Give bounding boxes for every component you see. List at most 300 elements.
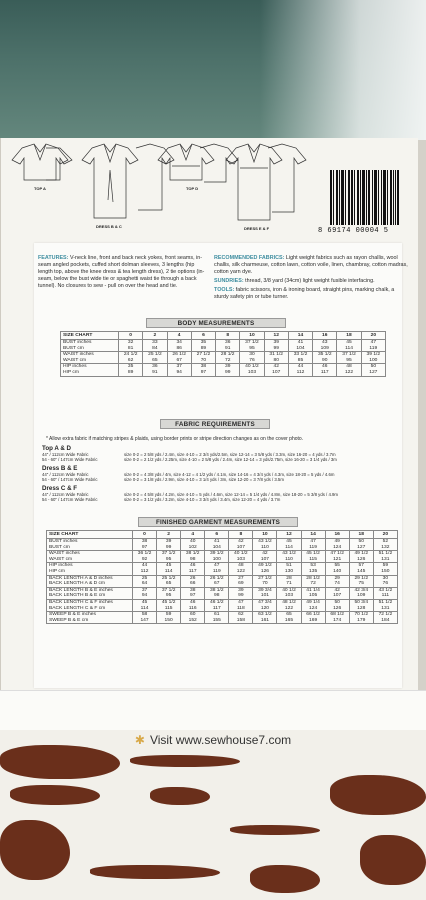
body-cell [119, 340, 143, 352]
body-cell [337, 340, 361, 352]
finished-cell [301, 575, 325, 587]
cell-cm: 71 [286, 581, 292, 587]
cell-cm: 85 [297, 357, 304, 363]
cell-inches: 35 1/2 [317, 352, 332, 358]
finished-size-header: 18 [349, 531, 373, 539]
cell-inches: 24 1/2 [123, 352, 138, 358]
cell-cm: 109 [320, 345, 329, 351]
cell-inches: 59 [165, 612, 172, 618]
row-label-cm: BUST cm [49, 544, 70, 550]
cell-inches: 58 [141, 612, 148, 618]
cell-cm: 119 [212, 568, 221, 574]
cell-cm: 158 [236, 617, 245, 623]
fabric-group-name: Dress B & E [42, 465, 78, 472]
cell-cm: 115 [164, 605, 173, 611]
body-size-header: 0 [119, 332, 143, 340]
cell-cm: 81 [127, 345, 134, 351]
finished-cell [133, 587, 157, 599]
finished-cell [205, 587, 229, 599]
body-cell [143, 352, 167, 364]
cell-inches: 47 [238, 599, 244, 605]
fabric-yardage: size 0-2 = 2 1/2 yds / 2.25m, size 4-10 = 2 5/8 yds / 2.4m, size 12-14 = 3 yds/2.75m, size 16-20 = 3 1/4 yds / 3m [124, 457, 337, 462]
cell-inches: 45 1/2 [306, 551, 320, 557]
row-label-inches: WAIST inches [49, 551, 80, 557]
cell-inches: 51 [286, 563, 292, 569]
finished-cell [205, 599, 229, 611]
finished-measurement-row [47, 587, 398, 599]
row-label-cm: WAIST cm [63, 357, 87, 363]
cell-cm: 145 [357, 568, 366, 574]
finished-row-label [47, 551, 133, 563]
cell-inches: 70 1/2 [354, 612, 369, 618]
cell-inches: 35 [127, 364, 134, 370]
finished-size-header: 10 [253, 531, 277, 539]
body-cell [216, 364, 240, 376]
finished-cell [325, 612, 349, 624]
body-cell [264, 352, 288, 364]
finished-size-header: 6 [205, 531, 229, 539]
finished-measurement-row [47, 563, 398, 575]
cell-inches: 46 [189, 599, 196, 605]
cell-cm: 161 [260, 617, 270, 623]
finished-cell [157, 599, 181, 611]
fabric-group [42, 465, 335, 482]
cell-cm: 116 [188, 605, 197, 611]
finished-cell [373, 599, 397, 611]
body-cell [288, 340, 312, 352]
finished-cell [253, 539, 277, 551]
body-cell [191, 340, 215, 352]
cell-inches: 39 [273, 340, 279, 345]
cell-cm: 126 [260, 568, 270, 574]
finished-cell [229, 539, 253, 551]
finished-cell [205, 539, 229, 551]
cell-inches: 30 [249, 352, 255, 358]
finished-cell [253, 575, 277, 587]
body-size-header: 10 [240, 332, 264, 340]
fabric-width: 54 - 60" / 147cm Wide Fabric [42, 457, 98, 462]
cell-cm: 69 [238, 581, 244, 587]
row-label-cm: HIP cm [49, 568, 65, 574]
cell-inches: 34 [176, 340, 182, 345]
cell-inches: 47 3/4 [258, 599, 272, 605]
cell-cm: 131 [381, 556, 390, 562]
finished-row-label [47, 575, 133, 587]
body-cell [143, 364, 167, 376]
cell-inches: 37 1/2 [245, 340, 259, 345]
cell-cm: 147 [140, 617, 149, 623]
finished-size-header: 0 [133, 531, 157, 539]
cell-cm: 98 [214, 593, 220, 599]
finished-cell [181, 612, 205, 624]
barcode-bars [330, 170, 406, 225]
cell-inches: 25 1/2 [148, 352, 162, 358]
cell-cm: 120 [260, 605, 270, 611]
finished-measurements-table [46, 530, 398, 624]
fabric-yardage: size 0-2 = 2 5/8 yds / 2.4m, size 4-10 = 2 3/4 yds/2.5m, size 12-14 = 3 5/8 yds / 3.3m, size 16-20 = 4 yds / 3.7m [124, 452, 336, 457]
cell-cm: 86 [176, 345, 182, 351]
cell-cm: 100 [212, 556, 221, 562]
fabric-width: 44" / 112cm Wide Fabric [42, 452, 89, 457]
cell-inches: 46 1/2 [209, 599, 224, 605]
finished-cell [229, 587, 253, 599]
cell-inches: 44 [141, 563, 148, 569]
tools-label: TOOLS: [214, 287, 235, 293]
cell-cm: 70 [262, 581, 268, 587]
finished-cell [301, 587, 325, 599]
body-cell [167, 340, 191, 352]
body-cell [240, 340, 264, 352]
cell-inches: 38 [200, 364, 207, 370]
row-label-cm: BACK LENGTH C & F cm [49, 605, 106, 611]
cell-inches: 38 [141, 539, 148, 544]
envelope-flap [0, 690, 426, 730]
sundries-text: thread, 3/8 yard (34cm) light weight fusible interfacing. [245, 278, 375, 284]
cell-cm: 75 [358, 581, 364, 587]
cell-cm: 110 [285, 556, 293, 562]
finished-cell [277, 575, 301, 587]
finished-cell [277, 612, 301, 624]
finished-cell [301, 563, 325, 575]
finished-measurements-title: FINISHED GARMENT MEASUREMENTS [138, 517, 298, 527]
finished-cell [349, 551, 373, 563]
cell-cm: 97 [200, 369, 207, 375]
finished-cell [349, 612, 373, 624]
finished-cell [373, 575, 397, 587]
row-label-cm: WAIST cm [49, 556, 73, 562]
body-size-header: 16 [313, 332, 337, 340]
features-block [38, 255, 210, 290]
cell-inches: 50 [334, 599, 340, 605]
finished-cell [373, 551, 397, 563]
cell-cm: 124 [309, 605, 318, 611]
finished-cell [205, 575, 229, 587]
body-cell [240, 364, 264, 376]
finished-measurement-row [47, 539, 398, 551]
cell-inches: 40 1/2 [245, 364, 259, 370]
finished-cell [373, 539, 397, 551]
fabric-width: 44" / 112cm Wide Fabric [42, 472, 89, 477]
cell-inches: 55 [334, 563, 340, 569]
finished-cell [157, 551, 181, 563]
cell-cm: 92 [141, 556, 148, 562]
cell-inches: 47 [214, 563, 220, 569]
cell-cm: 66 [189, 581, 196, 587]
cell-inches: 48 [346, 364, 352, 370]
cell-inches: 45 1/2 [161, 599, 176, 605]
cell-inches: 60 [189, 612, 196, 618]
cell-cm: 74 [334, 581, 340, 587]
cell-inches: 37 1/2 [342, 352, 356, 358]
cell-cm: 122 [236, 568, 245, 574]
cell-cm: 76 [249, 357, 255, 363]
cell-inches: 42 [238, 539, 244, 544]
finished-cell [229, 551, 253, 563]
body-measurements-title: BODY MEASUREMENTS [146, 318, 286, 328]
body-cell [119, 364, 143, 376]
body-measurement-row [61, 352, 386, 364]
cell-inches: 29 [334, 575, 340, 581]
finished-cell [157, 539, 181, 551]
finished-cell [157, 563, 181, 575]
cell-inches: 40 1/2 [234, 551, 248, 557]
cell-cm: 67 [176, 357, 182, 363]
cell-cm: 94 [176, 369, 182, 375]
row-label-inches: SWEEP B & E inches [49, 612, 96, 618]
cell-cm: 126 [357, 556, 366, 562]
cell-cm: 99 [273, 345, 279, 351]
finished-cell [181, 551, 205, 563]
finished-cell [157, 612, 181, 624]
cell-cm: 95 [165, 593, 172, 599]
finished-size-header: 8 [229, 531, 253, 539]
cell-cm: 95 [165, 556, 172, 562]
cell-inches: 47 [310, 539, 316, 544]
body-size-header: 8 [216, 332, 240, 340]
cell-cm: 150 [164, 617, 173, 623]
fabric-group [42, 445, 337, 462]
finished-cell [205, 612, 229, 624]
finished-cell [133, 539, 157, 551]
fabric-group [42, 485, 338, 502]
cell-inches: 50 [370, 364, 377, 370]
finished-cell [253, 563, 277, 575]
cell-inches: 43 [322, 340, 328, 345]
body-cell [288, 352, 312, 364]
cell-cm: 130 [284, 568, 294, 574]
body-cell [313, 352, 337, 364]
finished-cell [349, 587, 373, 599]
body-cell [191, 352, 215, 364]
finished-size-header: 2 [157, 531, 181, 539]
row-label-inches: BUST inches [49, 539, 78, 544]
cell-cm: 100 [369, 357, 378, 363]
body-cell [361, 364, 385, 376]
finished-cell [325, 587, 349, 599]
fabric-yardage: size 0-2 = 3 1/2 yds / 3.2m, size 4-10 = 3 3/4 yds / 3.4m, size 12-20 = 4 yds / 3.7m [124, 497, 281, 502]
cell-inches: 30 [382, 575, 389, 581]
body-cell [143, 340, 167, 352]
cell-cm: 65 [152, 357, 158, 363]
row-label-inches: BUST inches [63, 340, 92, 345]
view-label-top-a: TOP A [34, 186, 46, 191]
cell-cm: 105 [309, 593, 318, 599]
cell-inches: 39 [224, 364, 231, 370]
row-label-cm: HIP cm [63, 369, 79, 375]
cell-cm: 131 [381, 605, 390, 611]
row-label-inches: WAIST inches [63, 352, 94, 358]
finished-row-label [47, 587, 133, 599]
finished-cell [325, 599, 349, 611]
cell-cm: 155 [212, 617, 221, 623]
cell-cm: 127 [357, 544, 366, 550]
cell-inches: 39 1/2 [209, 551, 224, 557]
finished-cell [349, 539, 373, 551]
finished-cell [229, 575, 253, 587]
finished-size-header: 14 [301, 531, 325, 539]
cell-cm: 101 [260, 593, 270, 599]
finished-cell [301, 599, 325, 611]
features-label: FEATURES: [38, 255, 69, 261]
finished-cell [325, 551, 349, 563]
cell-cm: 67 [214, 581, 220, 587]
finished-cell [181, 575, 205, 587]
body-cell [264, 340, 288, 352]
cell-inches: 37 [141, 587, 148, 593]
body-cell [337, 364, 361, 376]
cell-cm: 102 [188, 544, 197, 550]
cell-cm: 91 [224, 345, 231, 351]
fabric-yardage: size 0-2 = 4 5/8 yds / 4.2m, size 4-10 = 5 yds / 4.6m, size 12-14 = 5 1/4 yds / 4.8m, size 18-20 = 5 3/8 yds / 4.9m [124, 492, 338, 497]
recommended-block [214, 255, 410, 303]
cell-inches: 43 1/2 [378, 587, 393, 593]
finished-cell [325, 575, 349, 587]
cell-inches: 49 [334, 539, 340, 544]
finished-cell [181, 587, 205, 599]
finished-cell [253, 599, 277, 611]
cell-inches: 48 1/2 [282, 599, 296, 605]
cell-cm: 72 [224, 357, 231, 363]
cell-cm: 107 [333, 593, 342, 599]
cell-cm: 103 [284, 593, 294, 599]
body-size-header: 4 [167, 332, 191, 340]
cell-cm: 122 [344, 369, 354, 375]
view-label-dress-bc: DRESS B & C [96, 224, 122, 229]
cell-inches: 45 [141, 599, 148, 605]
finished-cell [181, 599, 205, 611]
cell-inches: 27 [238, 575, 244, 581]
cell-inches: 45 [165, 563, 172, 569]
row-label-inches: HIP inches [63, 364, 87, 370]
body-size-header: 6 [191, 332, 215, 340]
cell-inches: 49 1/4 [306, 599, 320, 605]
cell-inches: 37 1/2 [161, 551, 176, 557]
cell-inches: 29 1/2 [354, 575, 369, 581]
barcode-digits: 8 69174 00004 5 [318, 227, 389, 235]
cell-cm: 114 [285, 544, 293, 550]
cell-cm: 114 [140, 605, 149, 611]
body-cell [216, 352, 240, 364]
cell-cm: 107 [236, 544, 245, 550]
cell-cm: 99 [165, 544, 172, 550]
cell-inches: 38 [189, 587, 196, 593]
finished-cell [157, 587, 181, 599]
cell-inches: 49 1/2 [354, 551, 369, 557]
background-top [0, 0, 426, 140]
body-cell [191, 364, 215, 376]
cell-cm: 114 [164, 568, 173, 574]
cell-inches: 31 1/2 [269, 352, 284, 358]
row-label-cm: BACK LENGTH B & E cm [49, 593, 106, 599]
cell-inches: 68 1/2 [330, 612, 344, 618]
finished-cell [301, 612, 325, 624]
body-cell [240, 352, 264, 364]
cell-inches: 27 1/2 [196, 352, 211, 358]
cell-cm: 111 [381, 593, 390, 599]
cell-inches: 59 [382, 563, 389, 569]
finished-cell [181, 539, 205, 551]
fabrics-label: RECOMMENDED FABRICS: [214, 255, 285, 261]
cell-cm: 165 [284, 617, 294, 623]
finished-cell [133, 575, 157, 587]
cell-cm: 80 [273, 357, 279, 363]
cell-inches: 45 [346, 340, 352, 345]
finished-cell [277, 539, 301, 551]
body-cell [361, 352, 385, 364]
cell-cm: 184 [381, 617, 390, 623]
finished-size-header: 12 [277, 531, 301, 539]
cell-cm: 152 [188, 617, 197, 623]
cell-cm: 122 [284, 605, 294, 611]
finished-cell [253, 587, 277, 599]
finished-cell [253, 612, 277, 624]
body-cell [313, 340, 337, 352]
finished-row-label [47, 539, 133, 551]
cell-inches: 27 1/2 [258, 575, 272, 581]
cell-inches: 51 1/2 [378, 599, 393, 605]
row-label-cm: BUST cm [63, 345, 84, 351]
fabric-note: * Allow extra fabric if matching stripes & plaids, using border prints or stripe direction changes as on the cover photo. [46, 436, 304, 442]
cell-inches: 25 1/2 [161, 575, 176, 581]
finished-cell [325, 539, 349, 551]
finished-cell [133, 563, 157, 575]
cell-inches: 45 [286, 539, 292, 544]
cell-cm: 70 [200, 357, 207, 363]
cell-cm: 150 [381, 568, 390, 574]
sundries-label: SUNDRIES: [214, 278, 244, 284]
finished-cell [277, 551, 301, 563]
cell-cm: 65 [165, 581, 172, 587]
cell-inches: 35 [200, 340, 207, 345]
finished-cell [277, 563, 301, 575]
cell-cm: 121 [333, 556, 342, 562]
finished-size-header: 16 [325, 531, 349, 539]
body-cell [313, 364, 337, 376]
cell-cm: 117 [212, 605, 221, 611]
finished-cell [229, 563, 253, 575]
star-icon: ✱ [134, 733, 145, 747]
row-label-inches: HIP inches [49, 563, 73, 569]
cell-inches: 26 [189, 575, 196, 581]
finished-cell [205, 551, 229, 563]
cell-inches: 43 1/2 [282, 551, 296, 557]
tools-text: fabric scissors, iron & ironing board, straight pins, marking chalk, a sturdy safety pin or tube turner. [214, 287, 395, 300]
finished-measurement-row [47, 612, 398, 624]
fabric-group-name: Top A & D [42, 445, 71, 452]
cell-inches: 41 [214, 539, 220, 544]
body-cell [216, 340, 240, 352]
finished-cell [373, 563, 397, 575]
row-label-inches: BACK LENGTH C & F inches [49, 599, 113, 605]
finished-cell [181, 563, 205, 575]
finished-cell [325, 563, 349, 575]
body-measurements-table [60, 331, 386, 377]
cell-cm: 103 [247, 369, 257, 375]
row-label-inches: BACK LENGTH A & D inches [49, 575, 113, 581]
cell-inches: 28 [286, 575, 292, 581]
cell-inches: 33 1/2 [293, 352, 308, 358]
body-measurement-row [61, 364, 386, 376]
cell-cm: 64 [141, 581, 148, 587]
website-line [0, 733, 426, 747]
cell-cm: 119 [309, 544, 317, 550]
cell-inches: 51 1/2 [378, 551, 393, 557]
cell-cm: 128 [357, 605, 366, 611]
cell-inches: 32 [127, 340, 134, 345]
finished-cell [229, 612, 253, 624]
cell-inches: 42 [262, 551, 268, 557]
cell-inches: 28 1/2 [220, 352, 235, 358]
